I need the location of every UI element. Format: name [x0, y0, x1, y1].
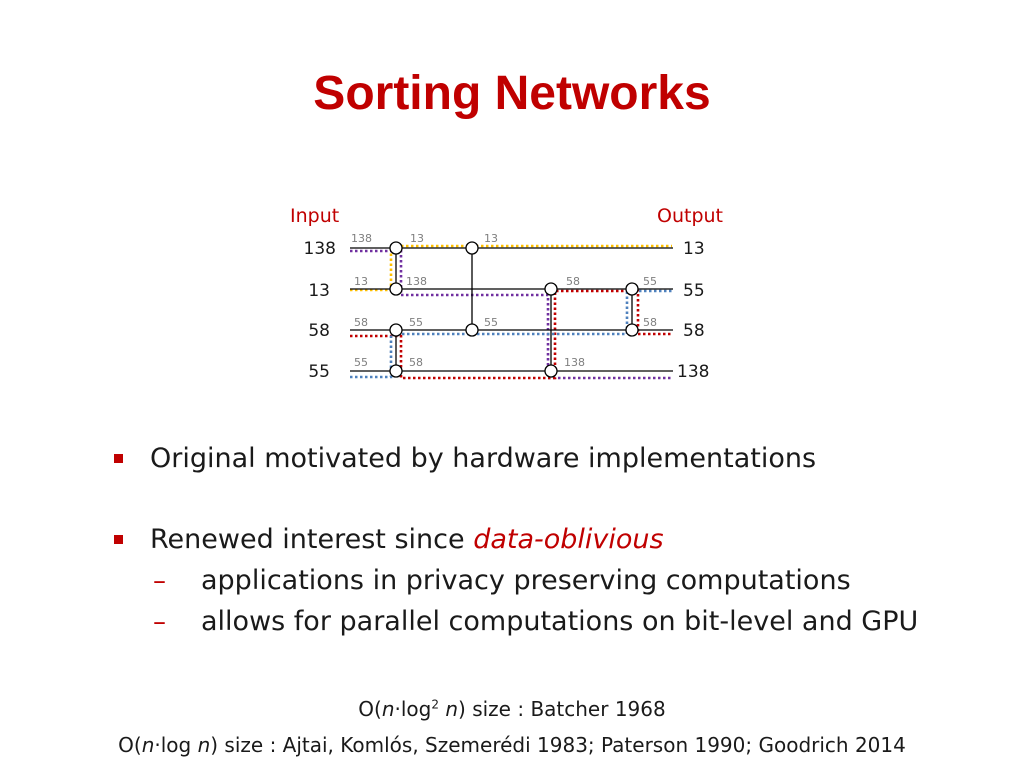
wire-label: 138	[351, 232, 372, 245]
input-value: 138	[303, 239, 336, 259]
bullet-item	[150, 524, 664, 555]
wire-label: 55	[409, 316, 423, 329]
comparator-node	[390, 324, 402, 336]
footer-text: O(	[118, 733, 142, 757]
comparator-node	[626, 324, 638, 336]
path-138	[350, 251, 672, 378]
bullet-text: Original motivated by hardware implementations	[150, 443, 817, 474]
comparator-node	[545, 283, 557, 295]
bullet-marker	[114, 535, 123, 544]
value-paths	[350, 246, 672, 378]
footer-text: ·log	[154, 733, 198, 757]
comparator-node	[466, 324, 478, 336]
wire-label: 55	[354, 356, 368, 369]
bullet-text: Renewed interest since	[150, 524, 474, 555]
comparator-node	[390, 283, 402, 295]
wire-label: 13	[410, 232, 424, 245]
wire-label: 138	[406, 275, 427, 288]
footer-var: n	[381, 697, 395, 721]
footer-superscript: 2	[431, 697, 439, 712]
output-label: Output	[657, 205, 723, 227]
output-value: 55	[683, 281, 705, 301]
wire-label: 58	[566, 275, 580, 288]
wire-label: 55	[484, 316, 498, 329]
slide-title: Sorting Networks	[313, 67, 711, 120]
footer-text: O(	[358, 697, 382, 721]
footer-text: ·log	[394, 697, 432, 721]
sub-bullet-dash: –	[153, 566, 166, 596]
input-value: 58	[308, 321, 330, 341]
comparator-node	[466, 242, 478, 254]
wire-label: 13	[484, 232, 498, 245]
emphasis-text: data-oblivious	[473, 524, 664, 555]
wire-label: 58	[354, 316, 368, 329]
input-value: 13	[308, 281, 330, 301]
sub-bullet-dash: –	[153, 607, 166, 637]
comparator-node	[545, 365, 557, 377]
footer-var: n	[445, 697, 459, 721]
comparator-node	[390, 242, 402, 254]
wires	[350, 248, 673, 371]
wire-label: 13	[354, 275, 368, 288]
sub-bullet-item	[201, 606, 918, 637]
input-value: 55	[308, 362, 330, 382]
wire-label: 58	[643, 316, 657, 329]
bullet-item	[150, 443, 816, 474]
footer-var: n	[197, 733, 211, 757]
sub-bullet-item	[201, 565, 851, 596]
bullet-marker	[114, 454, 123, 463]
sub-bullet-text: allows for parallel computations on bit-level and GPU	[201, 606, 919, 637]
output-value: 13	[683, 239, 705, 259]
footer-line-1	[0, 697, 1024, 721]
wire-label: 58	[409, 356, 423, 369]
output-value: 138	[677, 362, 710, 382]
comparators	[390, 242, 638, 377]
sub-bullet-text: applications in privacy preserving computations	[201, 565, 851, 596]
comparator-node	[626, 283, 638, 295]
wire-label: 55	[643, 275, 657, 288]
footer-var: n	[141, 733, 155, 757]
footer-line-2	[0, 733, 1024, 757]
input-label: Input	[290, 205, 340, 227]
footer-text: ) size : Ajtai, Komlós, Szemerédi 1983; Paterson 1990; Goodrich 2014	[210, 733, 906, 757]
footer-text: ) size : Batcher 1968	[458, 697, 666, 721]
wire-label: 138	[564, 356, 585, 369]
comparator-node	[390, 365, 402, 377]
output-value: 58	[683, 321, 705, 341]
